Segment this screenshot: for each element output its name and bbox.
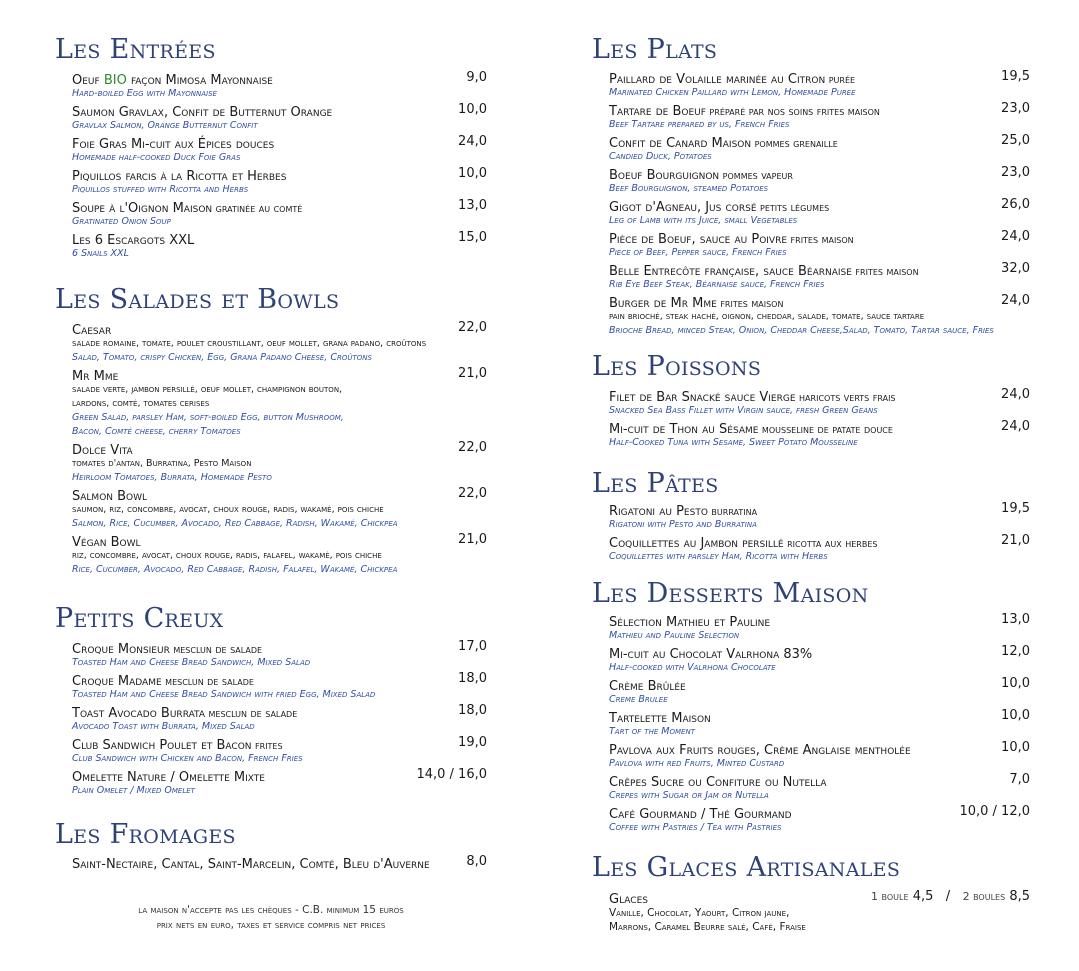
item-translation: Club Sandwich with Chicken and Bacon, French Fries — [72, 753, 303, 764]
item-name: Glaces — [609, 892, 648, 907]
item-price: 8,0 — [466, 854, 487, 869]
item-name: Soupe à l'Oignon Maison gratinée au comté — [72, 201, 303, 216]
item-translation: Tart of the Moment — [609, 726, 695, 737]
item-translation: 6 Snails XXL — [72, 248, 129, 259]
item-translation: Pavlova with red Fruits, Minted Custard — [609, 758, 785, 769]
poissons-list — [609, 386, 1030, 450]
menu-item — [72, 766, 487, 798]
section-title-poissons: Les Poissons — [592, 351, 762, 382]
item-description: pain brioché, steak haché, oignon, cheddar, salade, tomate, sauce tartare — [609, 311, 925, 322]
menu-item — [72, 229, 487, 261]
item-name: Crêpes Sucre ou Confiture ou Nutella — [609, 775, 827, 790]
menu-item — [609, 771, 1030, 803]
item-name: Croque Madame mesclun de salade — [72, 674, 254, 689]
menu-item — [609, 292, 1030, 338]
menu-item — [72, 702, 487, 734]
menu-item — [72, 485, 487, 531]
section-title-entrees: Les Entrées — [55, 34, 216, 65]
menu-item — [72, 670, 487, 702]
section-title-petits-creux: Petits Creux — [55, 603, 224, 634]
item-price: 19,0 — [458, 735, 487, 750]
section-title-fromages: Les Fromages — [55, 819, 236, 850]
menu-item — [609, 611, 1030, 643]
item-translation: Half-cooked with Valrhona Chocolate — [609, 662, 776, 673]
item-price: 21,0 — [458, 366, 487, 381]
item-price — [871, 888, 1030, 906]
item-name: Boeuf Bourguignon pommes vapeur — [609, 168, 793, 183]
item-price: 17,0 — [458, 639, 487, 654]
footer-line: prix nets en euro, taxes et service compris net prices — [156, 919, 386, 931]
menu-item — [609, 132, 1030, 164]
scoop-price: 8,5 — [1009, 889, 1030, 904]
item-translation: Homemade half-cooked Duck Foie Gras — [72, 152, 241, 163]
menu-item — [72, 734, 487, 766]
item-translation: Mathieu and Pauline Selection — [609, 630, 740, 641]
menu-item — [609, 418, 1030, 450]
item-price: 12,0 — [1001, 644, 1030, 659]
menu-item — [609, 68, 1030, 100]
item-price: 24,0 — [1001, 229, 1030, 244]
item-price: 13,0 — [458, 198, 487, 213]
item-name: Burger de Mr Mme frites maison — [609, 296, 784, 311]
item-description: tomates d'antan, Burratina, Pesto Maison — [72, 458, 252, 469]
item-translation: Gratinated Onion Soup — [72, 216, 171, 227]
section-title-desserts: Les Desserts Maison — [592, 578, 869, 609]
item-translation: Coquillettes with parsley Ham, Ricotta with Herbs — [609, 551, 828, 562]
scoop-price: 4,5 — [912, 889, 934, 904]
menu-item — [609, 164, 1030, 196]
section-title-glaces: Les Glaces Artisanales — [592, 852, 901, 883]
item-translation: Beef Bourguignon, steamed Potatoes — [609, 183, 769, 194]
item-translation: Hard-boiled Egg with Mayonnaise — [72, 88, 217, 99]
menu-item — [72, 319, 487, 365]
item-translation: Green Salad, parsley Ham, soft-boiled Egg, button Mushroom, — [72, 412, 344, 423]
item-translation: Rib Eye Beef Steak, Béarnaise sauce, French Fries — [609, 279, 825, 290]
item-translation: Brioche Bread, minced Steak, Onion, Cheddar Cheese,Salad, Tomato, Tartar sauce, Fries — [609, 325, 994, 336]
menu-item — [609, 888, 1030, 936]
item-price: 10,0 — [1001, 708, 1030, 723]
item-price: 10,0 — [458, 102, 487, 117]
item-translation: Half-Cooked Tuna with Sesame, Sweet Potato Mousseline — [609, 437, 858, 448]
section-title-salades: Les Salades et Bowls — [55, 284, 340, 315]
menu-item — [609, 803, 1030, 835]
item-name: Mr Mme — [72, 369, 119, 384]
item-name: Foie Gras Mi-cuit aux Épices douces — [72, 137, 275, 152]
item-translation: Marinated Chicken Paillard with Lemon, Homemade Puree — [609, 87, 856, 98]
item-price: 22,0 — [458, 320, 487, 335]
item-translation: Piquillos stuffed with Ricotta and Herbs — [72, 184, 249, 195]
section-title-pates: Les Pâtes — [592, 468, 719, 499]
item-name: Caesar — [72, 323, 112, 338]
item-price: 24,0 — [458, 134, 487, 149]
salades-list — [72, 319, 487, 577]
menu-item — [609, 196, 1030, 228]
item-translation: Plain Omelet / Mixed Omelet — [72, 785, 195, 796]
footer-line: la maison n'accepte pas les chèques - C.B. minimum 15 euros — [138, 904, 404, 916]
item-name: Omelette Nature / Omelette Mixte — [72, 770, 265, 785]
menu-item — [609, 739, 1030, 771]
item-price: 10,0 — [1001, 676, 1030, 691]
item-price: 22,0 — [458, 440, 487, 455]
item-description: riz, concombre, avocat, choux rouge, radis, falafel, wakamé, pois chiche — [72, 550, 382, 561]
scoop-label: 1 boule — [871, 890, 909, 903]
item-name: Coquillettes au Jambon persillé ricotta aux herbes — [609, 536, 878, 551]
item-name: Confit de Canard Maison pommes grenaille — [609, 136, 838, 151]
item-translation: Gravlax Salmon, Orange Butternut Confit — [72, 120, 258, 131]
item-name: Filet de Bar Snacké sauce Vierge haricots verts frais — [609, 390, 896, 405]
item-price: 18,0 — [458, 671, 487, 686]
item-name: Salmon Bowl — [72, 489, 148, 504]
item-name: Les 6 Escargots XXL — [72, 233, 195, 248]
item-price: 10,0 / 12,0 — [959, 804, 1030, 819]
menu-item — [609, 386, 1030, 418]
menu-item — [72, 101, 487, 133]
item-price: 19,5 — [1001, 501, 1030, 516]
item-price: 7,0 — [1009, 772, 1030, 787]
item-price: 23,0 — [1001, 101, 1030, 116]
item-price: 21,0 — [458, 532, 487, 547]
item-name: Sélection Mathieu et Pauline — [609, 615, 771, 630]
item-translation: Salmon, Rice, Cucumber, Avocado, Red Cabbage, Radish, Wakamé, Chickpea — [72, 518, 398, 529]
item-price: 10,0 — [458, 166, 487, 181]
menu-item — [72, 197, 487, 229]
menu-item — [72, 638, 487, 670]
menu-item — [72, 365, 487, 439]
item-name: Belle Entrecôte française, sauce Béarnaise frites maison — [609, 264, 919, 279]
pates-list — [609, 500, 1030, 564]
item-name: Piquillos farcis à la Ricotta et Herbes — [72, 169, 287, 184]
item-price: 32,0 — [1001, 261, 1030, 276]
item-name: Dolce Vita — [72, 443, 133, 458]
item-description: Vanille, Chocolat, Yaourt, Citron jaune, — [609, 907, 790, 919]
item-price: 24,0 — [1001, 419, 1030, 434]
item-translation: Toasted Ham and Cheese Bread Sandwich with fried Egg, Mixed Salad — [72, 689, 376, 700]
section-title-plats: Les Plats — [592, 34, 718, 65]
item-price: 15,0 — [458, 230, 487, 245]
item-name: Club Sandwich Poulet et Bacon frites — [72, 738, 283, 753]
item-price: 19,5 — [1001, 69, 1030, 84]
item-name: Rigatoni au Pesto burratina — [609, 504, 758, 519]
item-translation: Creme Brulee — [609, 694, 668, 705]
item-price: 22,0 — [458, 486, 487, 501]
item-translation: Leg of Lamb with its Juice, small Vegetables — [609, 215, 798, 226]
item-name: Gigot d'Agneau, Jus corsé petits légumes — [609, 200, 830, 215]
item-name: Saumon Gravlax, Confit de Butternut Orange — [72, 105, 333, 120]
item-name: Oeuf BIO façon Mimosa Mayonnaise — [72, 73, 273, 88]
item-price: 14,0 / 16,0 — [416, 767, 487, 782]
entrees-list — [72, 69, 487, 261]
item-name: Toast Avocado Burrata mesclun de salade — [72, 706, 298, 721]
menu-item — [72, 165, 487, 197]
item-price: 21,0 — [1001, 533, 1030, 548]
item-translation: Crepes with Sugar or Jam or Nutella — [609, 790, 769, 801]
item-translation: Snacked Sea Bass Fillet with Virgin sauce, fresh Green Geans — [609, 405, 878, 416]
item-name: Mi-cuit de Thon au Sésame mousseline de patate douce — [609, 422, 893, 437]
item-price: 25,0 — [1001, 133, 1030, 148]
item-translation: Avocado Toast with Burrata, Mixed Salad — [72, 721, 255, 732]
item-name: Saint-Nectaire, Cantal, Saint-Marcelin, Comté, Bleu d'Auverne — [72, 857, 430, 872]
menu-item — [609, 643, 1030, 675]
fromages-list — [72, 853, 487, 873]
bio-label: BIO — [103, 73, 127, 88]
plats-list — [609, 68, 1030, 338]
menu-item — [72, 69, 487, 101]
item-translation: Beef Tartare prepared by us, French Fries — [609, 119, 790, 130]
desserts-list — [609, 611, 1030, 835]
item-description: salade verte, jambon persillé, oeuf mollet, champignon bouton, — [72, 384, 343, 395]
item-price: 24,0 — [1001, 293, 1030, 308]
menu-item — [609, 675, 1030, 707]
item-name: Pavlova aux Fruits rouges, Crème Anglaise mentholée — [609, 743, 911, 758]
item-name: Mi-cuit au Chocolat Valrhona 83% — [609, 647, 813, 662]
item-name: Tartare de Boeuf préparé par nos soins frites maison — [609, 104, 880, 119]
item-description: salade romaine, tomate, poulet croustillant, oeuf mollet, grana padano, croûtons — [72, 338, 427, 349]
item-description: Marrons, Caramel Beurre salé, Café, Fraise — [609, 921, 806, 933]
item-name: Végan Bowl — [72, 535, 141, 550]
item-description: lardons, comté, tomates cerises — [72, 398, 210, 409]
menu-item — [609, 707, 1030, 739]
glaces-list — [609, 888, 1030, 936]
item-price: 9,0 — [466, 70, 487, 85]
item-name: Pièce de Boeuf, sauce au Poivre frites maison — [609, 232, 854, 247]
item-name: Paillard de Volaille marinée au Citron purée — [609, 72, 856, 87]
item-price: 18,0 — [458, 703, 487, 718]
menu-item — [609, 100, 1030, 132]
item-description: saumon, riz, concombre, avocat, choux rouge, radis, wakamé, pois chiche — [72, 504, 384, 515]
menu-item — [72, 439, 487, 485]
item-translation: Coffee with Pastries / Tea with Pastries — [609, 822, 782, 833]
item-price: 23,0 — [1001, 165, 1030, 180]
price-separator: / — [945, 889, 951, 904]
menu-item — [609, 500, 1030, 532]
item-translation: Piece of Beef, Pepper sauce, French Fries — [609, 247, 787, 258]
menu-item — [609, 532, 1030, 564]
item-translation: Salad, Tomato, crispy Chicken, Egg, Grana Padano Cheese, Croûtons — [72, 352, 372, 363]
item-name: Café Gourmand / Thé Gourmand — [609, 807, 792, 822]
petits-creux-list — [72, 638, 487, 798]
item-price: 24,0 — [1001, 387, 1030, 402]
item-translation: Toasted Ham and Cheese Bread Sandwich, Mixed Salad — [72, 657, 311, 668]
menu-item — [72, 531, 487, 577]
item-translation: Rice, Cucumber, Avocado, Red Cabbage, Radish, Falafel, Wakamé, Chickpea — [72, 564, 398, 575]
menu-item — [609, 228, 1030, 260]
item-name: Tartelette Maison — [609, 711, 711, 726]
menu-item — [609, 260, 1030, 292]
item-translation: Candied Duck, Potatoes — [609, 151, 712, 162]
item-name: Croque Monsieur mesclun de salade — [72, 642, 263, 657]
item-translation: Rigatoni with Pesto and Burratina — [609, 519, 757, 530]
scoop-label: 2 boules — [962, 890, 1006, 903]
item-price: 10,0 — [1001, 740, 1030, 755]
item-price: 26,0 — [1001, 197, 1030, 212]
footer-notice — [55, 903, 487, 933]
item-translation: Heirloom Tomatoes, Burrata, Homemade Pesto — [72, 472, 272, 483]
menu-item — [72, 853, 487, 873]
item-translation: Bacon, Comté cheese, cherry Tomatoes — [72, 426, 241, 437]
menu-item — [72, 133, 487, 165]
item-price: 13,0 — [1001, 612, 1030, 627]
item-name: Crème Brûlée — [609, 679, 686, 694]
